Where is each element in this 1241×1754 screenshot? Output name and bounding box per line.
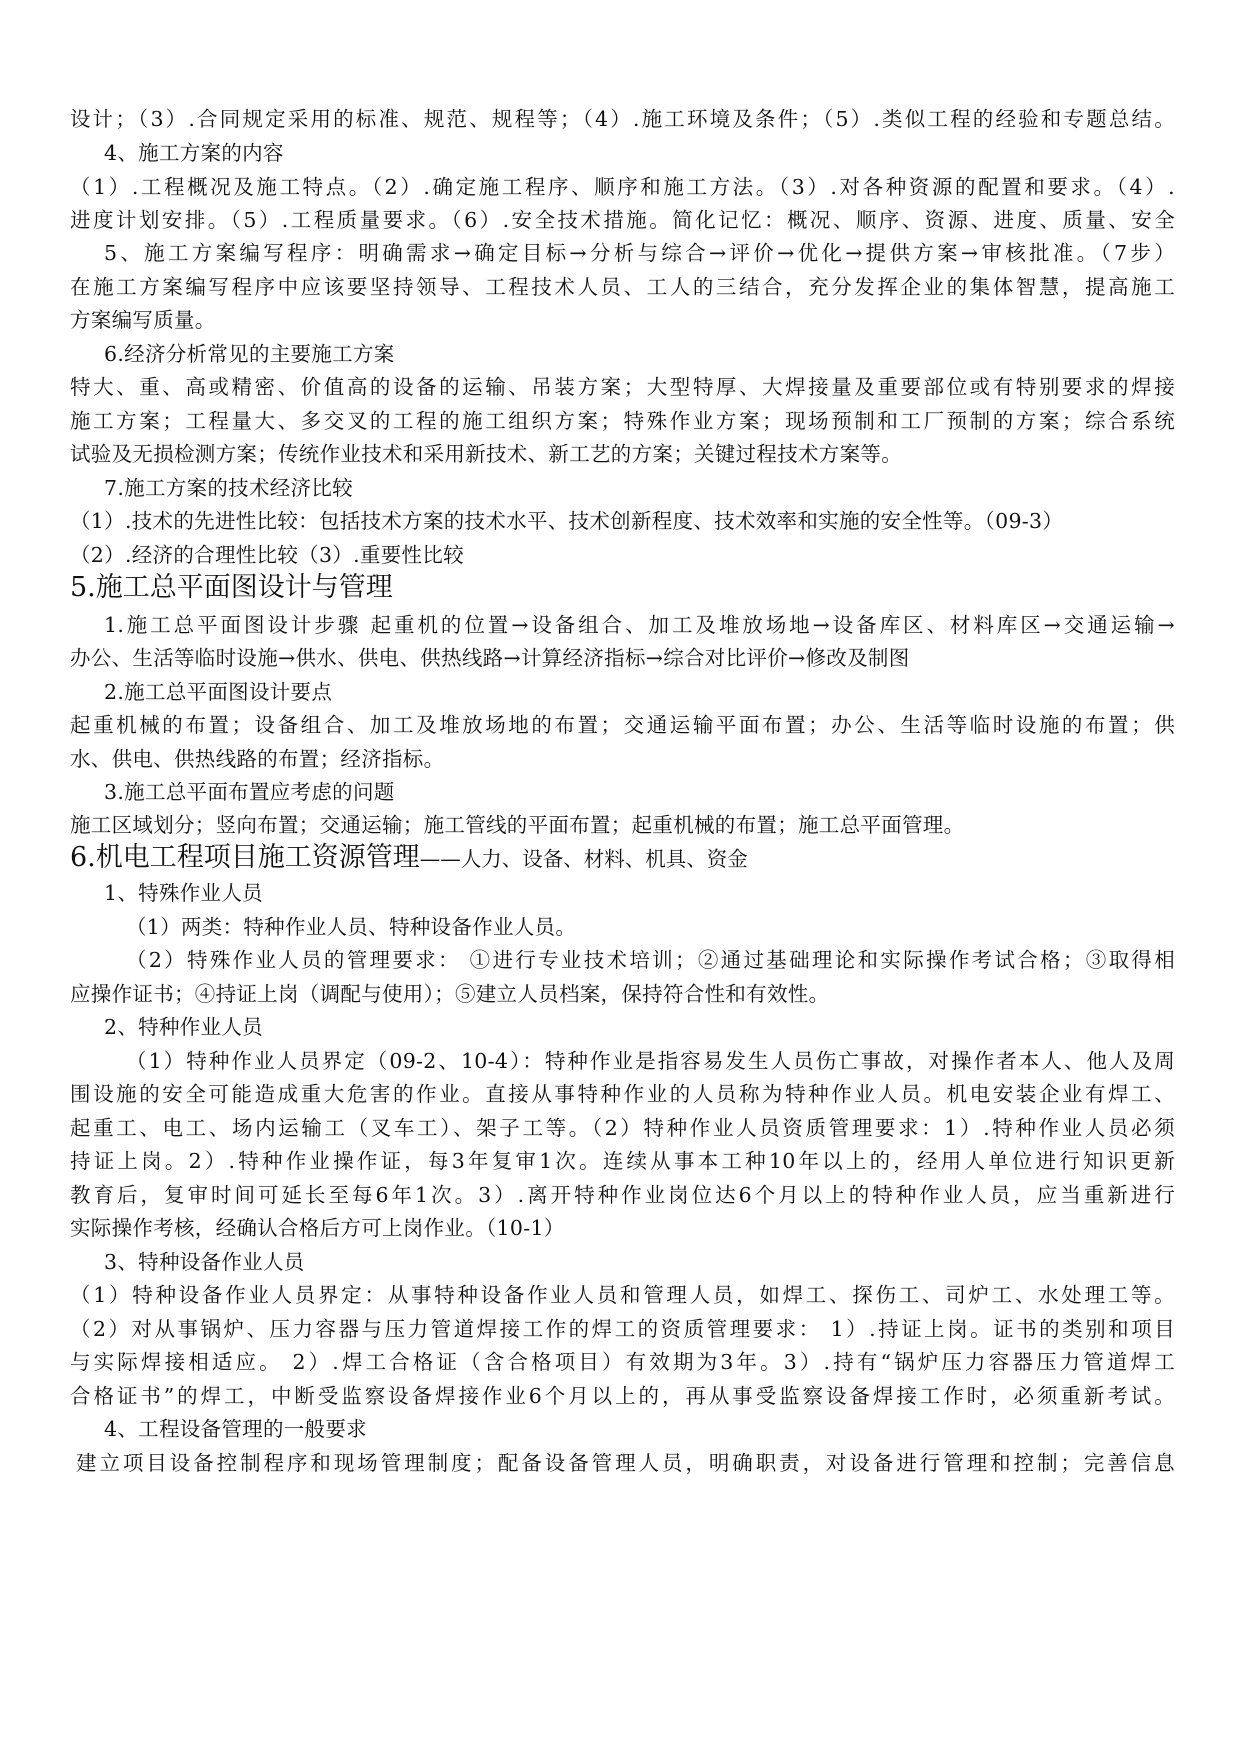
section-title: 6.机电工程项目施工资源管理 [70,842,420,873]
subheading: 4、工程设备管理的一般要求 [104,1417,367,1441]
paragraph-line: 办公、生活等临时设施→供水、供电、供热线路→计算经济指标→综合对比评价→修改及制图 [70,646,910,670]
paragraph-line: （2）对从事锅炉、压力容器与压力管道焊接工作的焊工的资质管理要求： 1）.持证上岗。证书的类别和项目 [70,1317,1175,1341]
paragraph-line: （1）.技术的先进性比较：包括技术方案的技术水平、技术创新程度、技术效率和实施的安全性等。（09-3） [70,509,1064,533]
section-subtitle: ——人力、设备、材料、机具、资金 [419,847,748,871]
paragraph-line: 合格证书”的焊工，中断受监察设备焊接作业6个月以上的，再从事受监察设备焊接工作时，必须重新考试。 [70,1384,1175,1408]
paragraph-line: 特大、重、高或精密、价值高的设备的运输、吊装方案；大型特厚、大焊接量及重要部位或有特别要求的焊接 [70,375,1175,399]
subheading: 7.施工方案的技术经济比较 [104,476,353,500]
paragraph-line: 施工区域划分；竖向布置；交通运输；施工管线的平面布置；起重机械的布置；施工总平面管理。 [70,813,965,837]
paragraph-line: （1）.工程概况及施工特点。（2）.确定施工程序、顺序和施工方法。（3）.对各种资源的配置和要求。（4）. [70,175,1175,199]
subheading: 2.施工总平面图设计要点 [104,680,333,704]
paragraph-line: （2）.经济的合理性比较（3）.重要性比较 [70,543,464,567]
subheading: 3.施工总平面布置应考虑的问题 [104,780,395,804]
paragraph-line: 方案编写质量。 [70,308,216,332]
subheading: 1、特殊作业人员 [104,881,263,905]
paragraph-line: 持证上岗。2）.特种作业操作证，每3年复审1次。连续从事本工种10年以上的，经用人单位进行知识更新 [70,1149,1175,1173]
paragraph-line: 教育后，复审时间可延长至每6年1次。3）.离开特种作业岗位达6个月以上的特种作业人员，应当重新进行 [70,1183,1175,1207]
subheading: 4、施工方案的内容 [104,141,284,165]
paragraph-line: 水、供电、供热线路的布置；经济指标。 [70,747,445,771]
paragraph-line: 设计；（3）.合同规定采用的标准、规范、规程等；（4）.施工环境及条件；（5）.类似工程的经验和专题总结。 [70,107,1175,131]
paragraph-line: 建立项目设备控制程序和现场管理制度；配备设备管理人员，明确职责，对设备进行管理和控制；完善信息 [76,1451,1175,1475]
paragraph-line: （2）特殊作业人员的管理要求： ①进行专业技术培训；②通过基础理论和实际操作考试合格；③取得相 [126,948,1175,972]
paragraph-line: 起重机械的布置；设备组合、加工及堆放场地的布置；交通运输平面布置；办公、生活等临时设施的布置；供 [70,713,1175,737]
paragraph-line: 5、施工方案编写程序：明确需求→确定目标→分析与综合→评价→优化→提供方案→审核批准。（7步） [104,241,1175,265]
paragraph-line: 实际操作考核，经确认合格后方可上岗作业。（10-1） [70,1216,565,1240]
paragraph-line: 试验及无损检测方案；传统作业技术和采用新技术、新工艺的方案；关键过程技术方案等。 [70,442,902,466]
subheading: 6.经济分析常见的主要施工方案 [104,342,395,366]
paragraph-line: 围设施的安全可能造成重大危害的作业。直接从事特种作业的人员称为特种作业人员。机电安装企业有焊工、 [70,1082,1175,1106]
subheading: 2、特种作业人员 [104,1015,263,1039]
paragraph-line: （1）两类：特种作业人员、特种设备作业人员。 [126,915,577,939]
subheading: 3、特种设备作业人员 [104,1250,305,1274]
paragraph-line: 起重工、电工、场内运输工（叉车工）、架子工等。（2）特种作业人员资质管理要求：1）.特种作业人员必须 [70,1116,1175,1140]
paragraph-line: 应操作证书；④持证上岗（调配与使用）；⑤建立人员档案，保持符合性和有效性。 [70,982,830,1006]
paragraph-line: （1）特种作业人员界定（09-2、10-4）：特种作业是指容易发生人员伤亡事故，对操作者本人、他人及周 [126,1049,1175,1073]
section-heading-5: 5.施工总平面图设计与管理 [70,572,393,603]
paragraph-line: 在施工方案编写程序中应该要坚持领导、工程技术人员、工人的三结合，充分发挥企业的集体智慧，提高施工 [70,275,1175,299]
paragraph-line: （1）特种设备作业人员界定：从事特种设备作业人员和管理人员，如焊工、探伤工、司炉工、水处理工等。 [70,1283,1175,1307]
paragraph-line: 进度计划安排。（5）.工程质量要求。（6）.安全技术措施。简化记忆：概况、顺序、资源、进度、质量、安全 [70,208,1175,232]
paragraph-line: 1.施工总平面图设计步骤 起重机的位置→设备组合、加工及堆放场地→设备库区、材料库区→交通运输→ [104,613,1175,637]
paragraph-line: 与实际焊接相适应。 2）.焊工合格证（含合格项目）有效期为3年。3）.持有“锅炉压力容器压力管道焊工 [70,1350,1175,1374]
section-heading-6 [70,840,1175,877]
paragraph-line: 施工方案；工程量大、多交叉的工程的施工组织方案；特殊作业方案；现场预制和工厂预制的方案；综合系统 [70,409,1175,433]
